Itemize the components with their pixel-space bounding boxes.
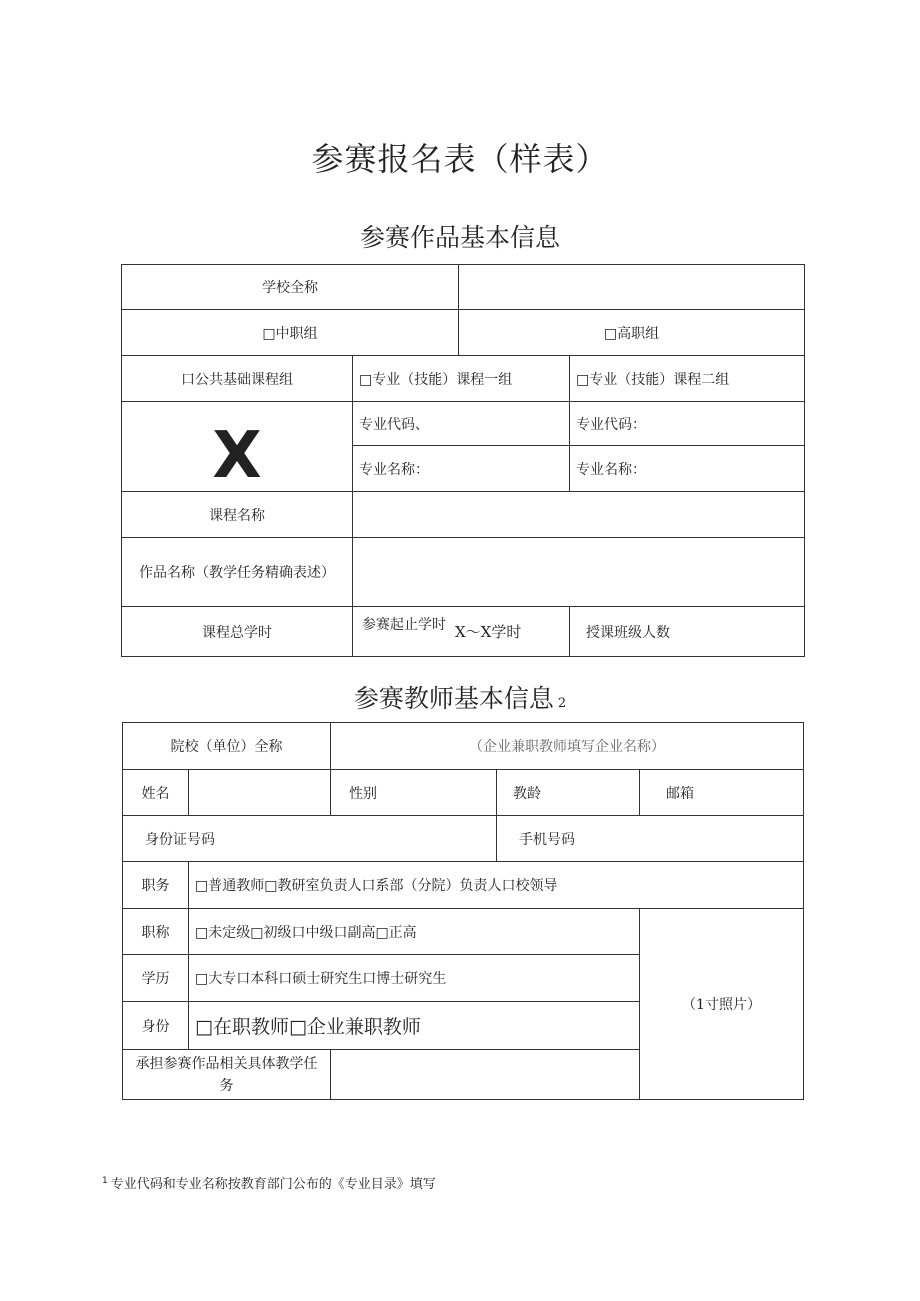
code-label-b[interactable]: 专业代码： (570, 402, 805, 446)
education-label: 学历 (123, 955, 189, 1002)
name-label-b[interactable]: 专业名称： (570, 446, 805, 492)
section2-heading-text: 参赛教师基本信息 (353, 684, 554, 713)
name-label: 姓名 (123, 770, 189, 816)
school-input[interactable] (459, 265, 805, 310)
footnote (102, 1173, 436, 1192)
work-name-input[interactable] (353, 538, 805, 607)
gender-label: 性别 (331, 770, 497, 816)
period-label: 参赛起止学时 (362, 616, 446, 633)
phone-label: 手机号码 (497, 816, 804, 862)
identity-label: 身份 (123, 1002, 189, 1050)
teaching-age-label: 教龄 (497, 770, 640, 816)
id-label: 身份证号码 (123, 816, 497, 862)
section1-heading: 参赛作品基本信息 (359, 223, 560, 252)
title-label: 职称 (123, 909, 189, 955)
position-options[interactable]: □普通教师□教研室负责人口系部（分院）负责人口校领导 (189, 862, 804, 909)
section2-heading-sup: 2 (557, 696, 567, 711)
period-cell[interactable] (353, 607, 570, 657)
code-label-a[interactable]: 专业代码、 (353, 402, 570, 446)
course-prof2-checkbox[interactable]: □专业（技能）课程二组 (570, 356, 805, 402)
name-input[interactable] (189, 770, 331, 816)
task-label: 承担参赛作品相关具体教学任务 (123, 1050, 331, 1100)
name-label-a[interactable]: 专业名称： (353, 446, 570, 492)
group-mid-checkbox[interactable]: □中职组 (122, 310, 459, 356)
position-label: 职务 (123, 862, 189, 909)
task-input[interactable] (331, 1050, 640, 1100)
footnote-text: 专业代码和专业名称按教育部门公布的《专业目录》填写 (110, 1177, 436, 1192)
work-name-label: 作品名称（教学任务精确表述） (122, 538, 353, 607)
course-name-input[interactable] (353, 492, 805, 538)
photo-placeholder[interactable]: （1寸照片） (640, 909, 804, 1100)
course-prof1-checkbox[interactable]: □专业（技能）课程一组 (353, 356, 570, 402)
teacher-info-table (122, 722, 804, 1100)
x-mark-cell (122, 402, 353, 492)
x-mark: X (212, 418, 262, 492)
group-high-checkbox[interactable]: □高职组 (459, 310, 805, 356)
school-label: 学校全称 (122, 265, 459, 310)
course-name-label: 课程名称 (122, 492, 353, 538)
title-options[interactable]: □未定级□初级口中级口副高□正高 (189, 909, 640, 955)
unit-label: 院校（单位）全称 (123, 723, 331, 770)
education-options[interactable]: □大专口本科口硕士研究生口博士研究生 (189, 955, 640, 1002)
total-hours-label: 课程总学时 (122, 607, 353, 657)
footnote-marker: 1 (102, 1175, 108, 1186)
page-title: 参赛报名表（样表） (311, 140, 609, 178)
unit-input[interactable]: （企业兼职教师填写企业名称） (331, 723, 804, 770)
period-value: X〜X学时 (455, 623, 522, 641)
course-public-checkbox[interactable]: 口公共基础课程组 (122, 356, 353, 402)
class-size-label: 授课班级人数 (570, 607, 805, 657)
work-info-table (121, 264, 805, 657)
email-label: 邮箱 (640, 770, 804, 816)
identity-options[interactable]: □在职教师□企业兼职教师 (189, 1002, 640, 1050)
section2-heading (0, 679, 920, 715)
